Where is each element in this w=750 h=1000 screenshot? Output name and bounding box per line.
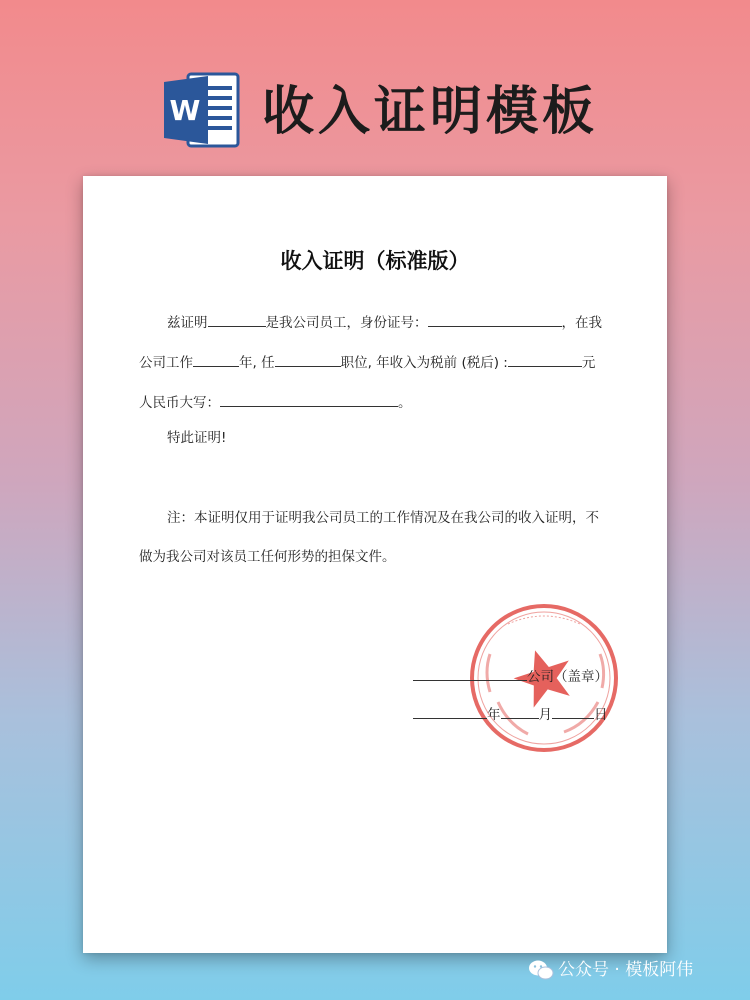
footer-watermark: 公众号 · 模板阿伟 [528, 958, 693, 982]
employment-line: 公司工作 年, 任 职位, 年收入为税前 (税后) : 元 [139, 352, 595, 373]
certify-closing: 特此证明! [167, 430, 227, 446]
svg-text:W: W [169, 94, 201, 127]
date-line: 年 月 日 [413, 704, 608, 725]
company-signature-line: 公司（盖章） [413, 666, 608, 687]
certify-line: 兹证明 是我公司员工，身份证号： ，在我 [167, 312, 602, 333]
employee-name-blank[interactable] [208, 312, 266, 327]
company-name-blank[interactable] [413, 666, 527, 681]
rmb-amount-blank[interactable] [220, 392, 398, 407]
header [0, 0, 750, 175]
id-number-blank[interactable] [428, 312, 562, 327]
word-icon [162, 72, 240, 148]
month-blank[interactable] [501, 704, 539, 719]
day-blank[interactable] [552, 704, 594, 719]
note-line-2: 做为我公司对该员工任何形势的担保文件。 [139, 549, 396, 565]
position-blank[interactable] [275, 352, 341, 367]
years-blank[interactable] [193, 352, 239, 367]
rmb-line: 人民币大写： 。 [139, 392, 412, 413]
income-blank[interactable] [508, 352, 582, 367]
document-title: 收入证明（标准版） [280, 249, 470, 273]
note-line-1: 注：本证明仅用于证明我公司员工的工作情况及在我公司的收入证明，不 [167, 510, 599, 526]
document-page [83, 176, 667, 953]
wechat-icon [528, 959, 554, 981]
year-blank[interactable] [413, 704, 487, 719]
page-title: 收入证明模板 [262, 82, 599, 142]
